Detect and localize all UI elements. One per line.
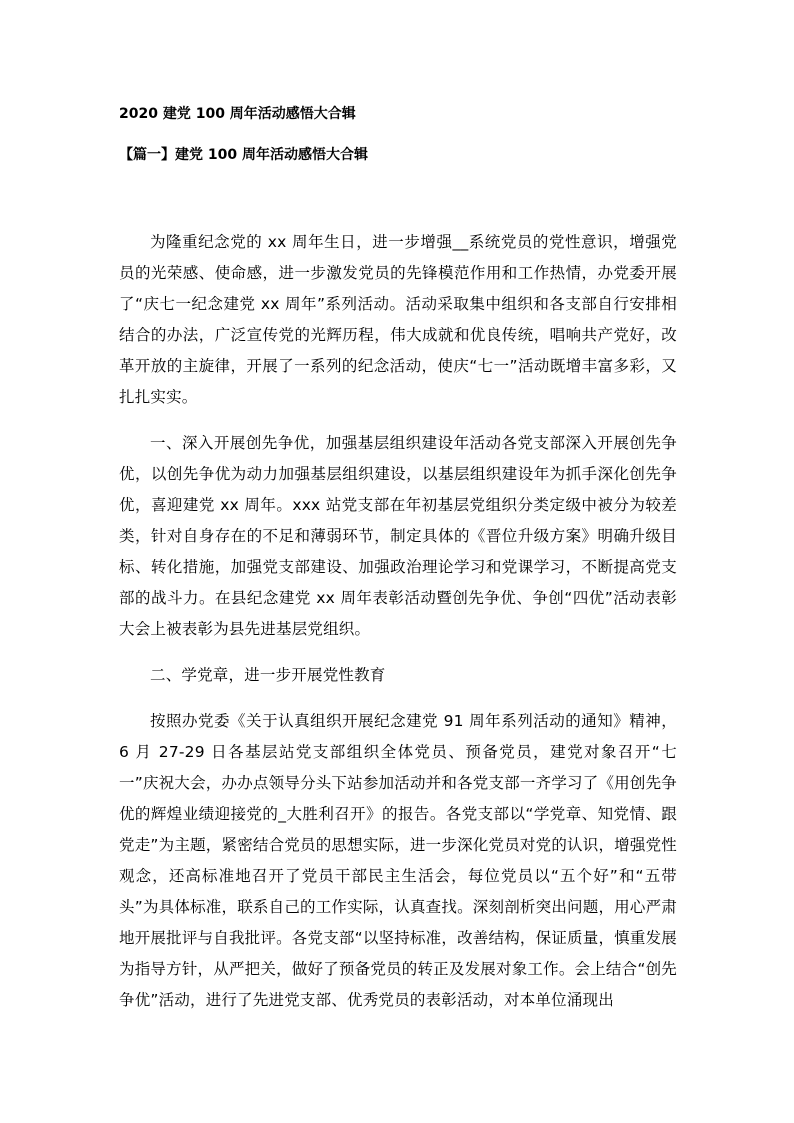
section-heading: 【篇一】建党 100 周年活动感悟大合辑 bbox=[119, 147, 368, 163]
paragraph-section-two-heading: 二、学党章，进一步开展党性教育 bbox=[150, 666, 386, 684]
document-body bbox=[119, 227, 677, 1031]
document-title: 2020 建党 100 周年活动感悟大合辑 bbox=[119, 106, 356, 122]
paragraph-section-two-body: 按照办党委《关于认真组织开展纪念建党 91 周年系列活动的通知》精神，6 月 27-29 日各基层站党支部组织全体党员、预备党员，建党对象召开“七一”庆祝大会，办办点领导分头下站参加活动并和各党支部一齐学习了《用创先争优的辉煌业绩迎接党的_大胜利召开》的报告。各党支部以“学党章、知党情、跟党走”为主题，紧密结合党员的思想实际，进一步深化党员对党的认识，增强党性观念，还高标准地召开了党员干部民主生活会，每位党员以“五个好”和“五带头”为具体标准，联系自己的工作实际，认真查找。深刻剖析突出问题，用心严肃地开展批评与自我批评。各党支部“以坚持标准，改善结构，保证质量，慎重发展为指导方针，从严把关，做好了预备党员的转正及发展对象工作。会上结合“创先争优”活动，进行了先进党支部、优秀党员的表彰活动，对本单位涌现出 bbox=[119, 712, 677, 1009]
paragraph-section-one: 一、深入开展创先争优，加强基层组织建设年活动各党支部深入开展创先争优，以创先争优为动力加强基层组织建设，以基层组织建设年为抓手深化创先争优，喜迎建党 xx 周年。xxx 站党支部在年初基层党组织分类定级中被分为较差类，针对自身存在的不足和薄弱环节，制定具体的《晋位升级方案》明确升级目标、转化措施，加强党支部建设、加强政治理论学习和党课学习，不断提高党支部的战斗力。在县纪念建党 xx 周年表彰活动暨创先争优、争创“四优”活动表彰大会上被表彰为县先进基层党组织。 bbox=[119, 434, 677, 638]
paragraph-intro: 为隆重纪念党的 xx 周年生日，进一步增强__系统党员的党性意识，增强党员的光荣感、使命感，进一步激发党员的先锋模范作用和工作热情，办党委开展了“庆七一纪念建党 xx 周年”系列活动。活动采取集中组织和各支部自行安排相结合的办法，广泛宣传党的光辉历程，伟大成就和优良传统，唱响共产党好，改革开放的主旋律，开展了一系列的纪念活动，使庆“七一”活动既增丰富多彩，又扎扎实实。 bbox=[119, 233, 677, 406]
